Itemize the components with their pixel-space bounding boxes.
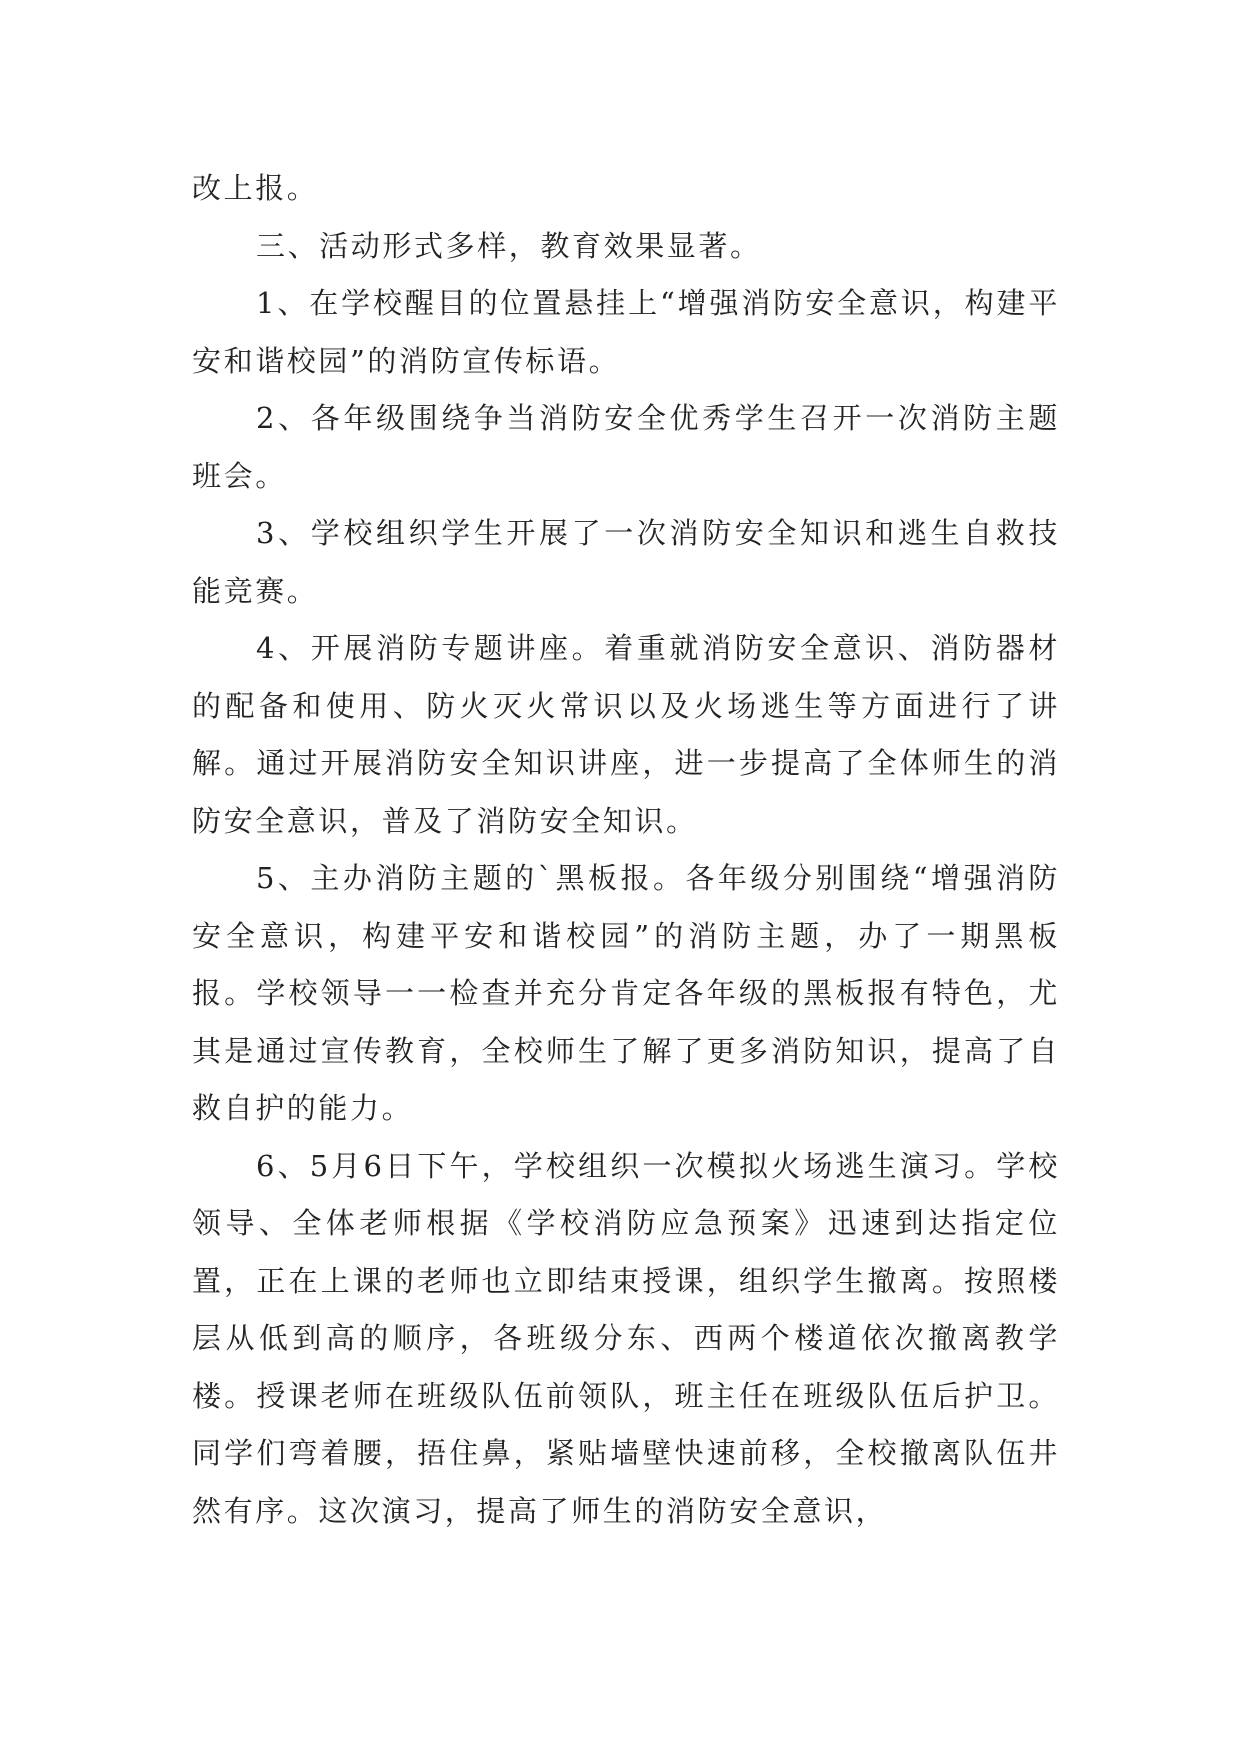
document-body (192, 160, 1060, 1540)
list-item-2: 2、各年级围绕争当消防安全优秀学生召开一次消防主题班会。 (192, 401, 1060, 493)
section-heading-3: 三、活动形式多样，教育效果显著。 (256, 228, 762, 263)
list-item-6: 6、5月6日下午，学校组织一次模拟火场逃生演习。学校领导、全体老师根据《学校消防应急预案》迅速到达指定位置，正在上课的老师也立即结束授课，组织学生撤离。按照楼层从低到高的顺序，各班级分东、西两个楼道依次撤离教学楼。授课老师在班级队伍前领队，班主任在班级队伍后护卫。同学们弯着腰，捂住鼻，紧贴墙壁快速前移，全校撤离队伍井然有序。这次演习，提高了师生的消防安全意识， (192, 1148, 1060, 1528)
list-item-3: 3、学校组织学生开展了一次消防安全知识和逃生自救技能竞赛。 (192, 516, 1060, 608)
list-item-4: 4、开展消防专题讲座。着重就消防安全意识、消防器材的配备和使用、防火灭火常识以及火场逃生等方面进行了讲解。通过开展消防安全知识讲座，进一步提高了全体师生的消防安全意识，普及了消防安全知识。 (192, 631, 1060, 838)
list-item-5: 5、主办消防主题的`黑板报。各年级分别围绕“增强消防安全意识，构建平安和谐校园”的消防主题，办了一期黑板报。学校领导一一检查并充分肯定各年级的黑板报有特色，尤其是通过宣传教育，全校师生了解了更多消防知识，提高了自救自护的能力。 (192, 861, 1060, 1125)
paragraph-continuation: 改上报。 (192, 171, 319, 205)
list-item-1: 1、在学校醒目的位置悬挂上“增强消防安全意识，构建平安和谐校园”的消防宣传标语。 (192, 286, 1060, 378)
